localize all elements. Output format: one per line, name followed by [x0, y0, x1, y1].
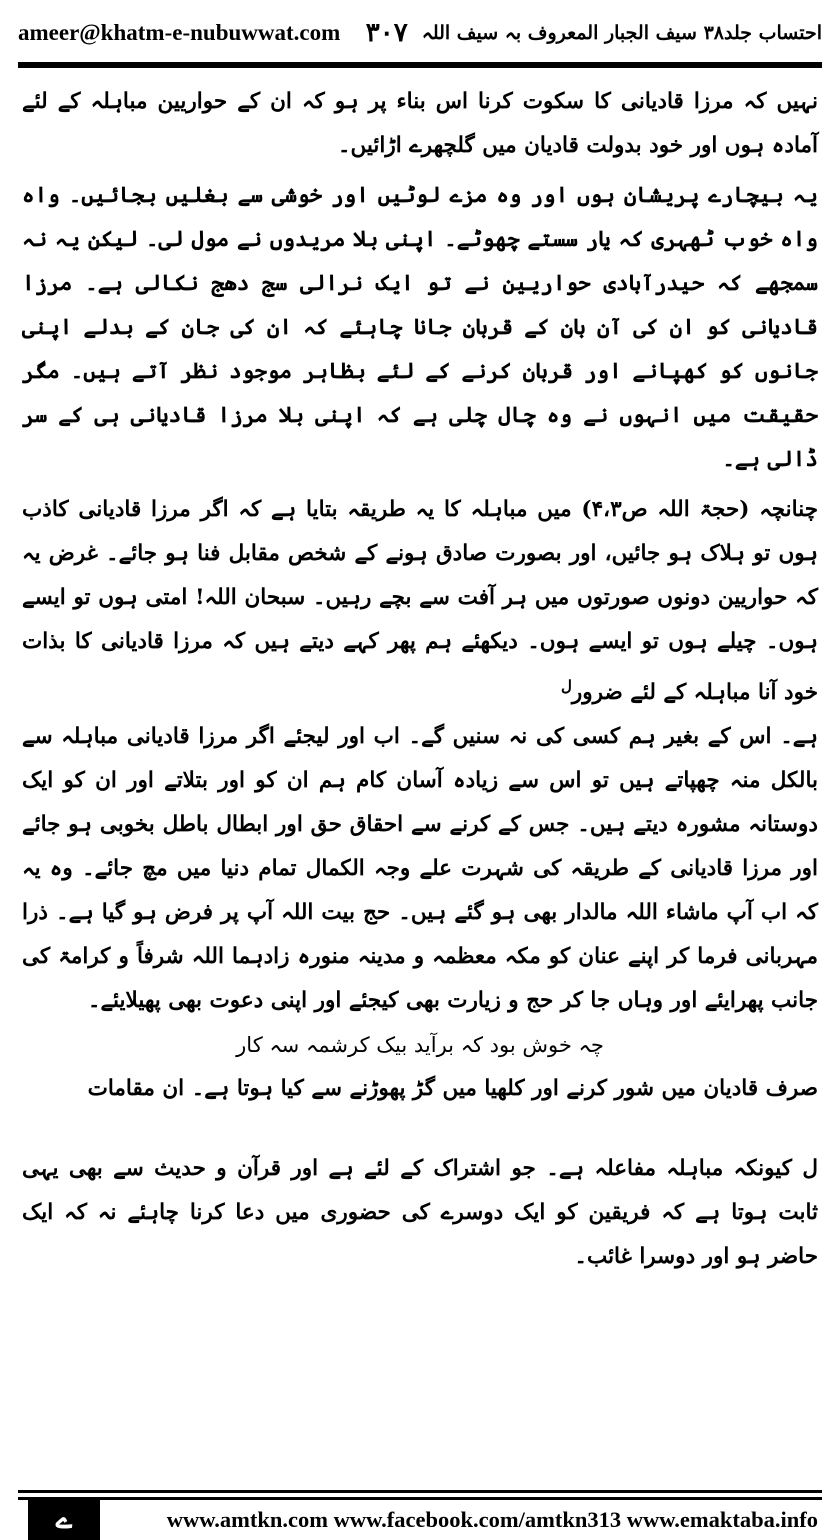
paragraph-3 — [22, 488, 818, 715]
header-book-title: احتساب جلد۳۸ سیف الجبار المعروف بہ سیف اللہ — [421, 22, 822, 44]
page-header — [18, 10, 822, 56]
footnote-text: ل کیونکہ مباہلہ مفاعلہ ہے۔ جو اشتراک کے لئے ہے اور قرآن و حدیث سے بھی یہی ثابت ہوتا ہے کہ فریقین کو ایک دوسرے کی حضوری میں دعا کرنا چاہئے نہ کہ ایک حاضر ہو اور دوسرا غائب۔ — [22, 1156, 818, 1270]
footer-rule-top — [18, 1490, 822, 1493]
paragraph-1: نہیں کہ مرزا قادیانی کا سکوت کرنا اس بناء پر ہو کہ ان کے حواریین مباہلہ کے لئے آمادہ ہوں اور خود بدولت قادیان میں گلچھرے اڑائیں۔ — [22, 89, 818, 158]
header-email: ameer@khatm-e-nubuwwat.com — [18, 20, 341, 45]
main-text — [22, 80, 818, 1279]
header-rule — [18, 62, 822, 68]
footnote-separator — [22, 1111, 818, 1147]
paragraph-4: ہے۔ اس کے بغیر ہم کسی کی نہ سنیں گے۔ اب اور لیجئے اگر مرزا قادیانی مباہلہ سے بالکل منہ چھپاتے ہیں تو اس سے زیادہ آسان کام ہم ان کو اور بتلاتے اور ان کو ایک دوستانہ مشورہ دیتے ہیں۔ جس کے کرنے سے احقاق حق اور ابطال باطل بخوبی ہو جائے اور مرزا قادیانی کے طریقہ کی شہرت علے وجہ الکمال تمام دنیا میں مچ جائے۔ وہ یہ کہ اب آپ ماشاء اللہ مالدار بھی ہو گئے ہیں۔ حج بیت اللہ آپ پر فرض ہو گیا ہے۔ ذرا مہربانی فرما کر اپنے عنان کو مکہ معظمہ و مدینہ منورہ زادہما اللہ شرفاً و کرامۃ کی جانب پھرایئے اور وہاں جا کر حج و زیارت بھی کیجئے اور اپنی دعوت بھی پھیلایئے۔ — [22, 724, 818, 1014]
footer-page-tab: ے — [28, 1500, 100, 1540]
footer-urls: www.amtkn.com www.facebook.com/amtkn313 www.emaktaba.info — [166, 1507, 818, 1532]
footer-rule-bottom — [18, 1497, 822, 1500]
persian-verse: چہ خوش بود کہ برآید بیک کرشمہ سہ کار — [236, 1033, 604, 1058]
paragraph-after-verse: صرف قادیان میں شور کرنے اور کلھیا میں گڑ پھوڑنے سے کیا ہوتا ہے۔ ان مقامات — [87, 1076, 818, 1102]
header-page-number: ۳۰۷ — [365, 18, 408, 48]
footnote-reference: ل — [560, 677, 572, 695]
header-title-group — [366, 18, 822, 48]
paragraph-2: یہ بیچارے پریشان ہوں اور وہ مزے لوٹیں اور خوشی سے بغلیں بجائیں۔ واہ واہ خوب ٹھہری کہ یار سستے چھوٹے۔ اپنی بلا مریدوں نے مول لی۔ لیکن یہ نہ سمجھے کہ حیدرآبادی حواریین نے تو ایک نرالی سج دھج نکالی ہے۔ مرزا قادیانی کو ان کی آن بان کے قربان جانا چاہئے کہ ان کی جان کے بدلے اپنی جانوں کو کھپانے اور قربان کرنے کے لئے بظاہر موجود نظر آتے ہیں۔ مگر حقیقت میں انہوں نے وہ چال چلی ہے کہ اپنی بلا مرزا قادیانی ہی کے سر ڈالی ہے۔ — [22, 183, 818, 472]
paragraph-3-text: چنانچہ (حجۃ اللہ ص۴،۳) میں مباہلہ کا یہ طریقہ بتایا ہے کہ اگر مرزا قادیانی کاذب ہوں تو ہلاک ہو جائیں، اور بصورت صادق ہونے کے شخص مقابل فنا ہو جائے۔ غرض یہ کہ حواریین دونوں صورتوں میں ہر آفت سے بچے رہیں۔ سبحان اللہ! امتی ہوں تو ایسے ہوں۔ چیلے ہوں تو ایسے ہوں۔ دیکھئے ہم پھر کہے دیتے ہیں کہ مرزا قادیانی کا بذات خود آنا مباہلہ کے لئے ضرور — [22, 497, 818, 706]
